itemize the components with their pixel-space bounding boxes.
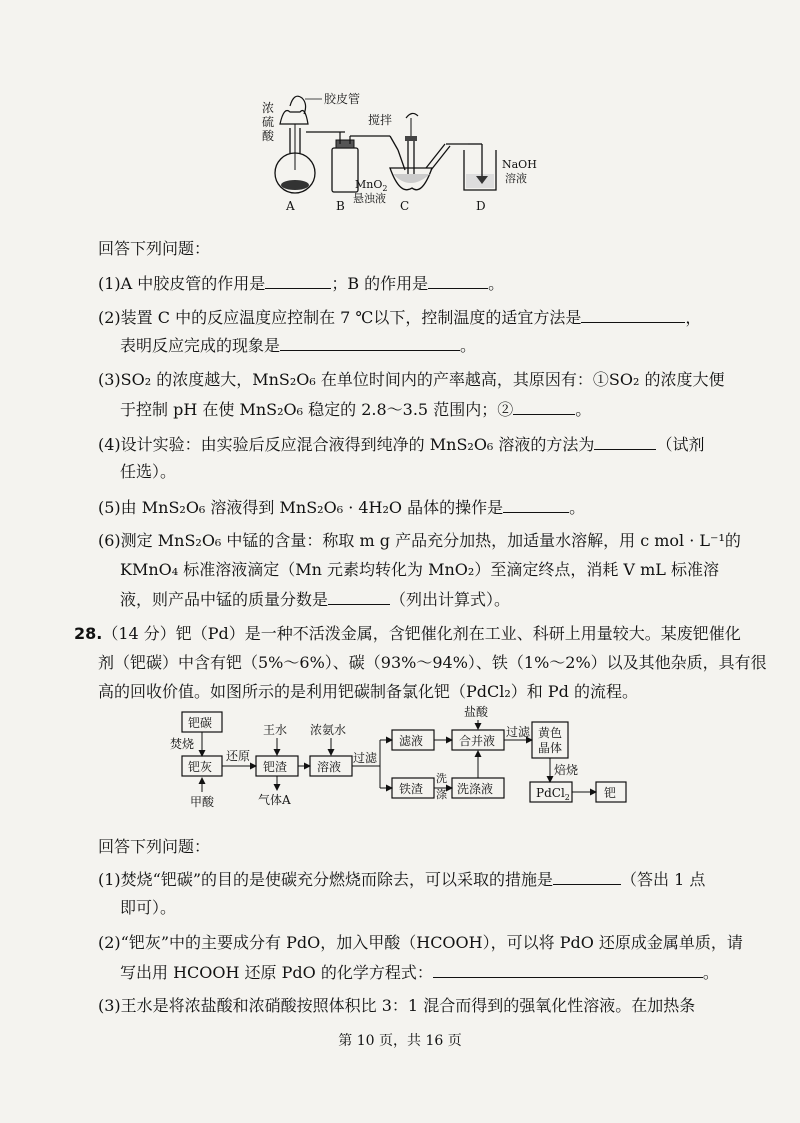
q28-text-3: 高的回收价值。如图所示的是利用钯碳制备氯化钯（PdCl₂）和 Pd 的流程。 [98,682,638,701]
flow-hcl: 盐酸 [464,705,489,719]
label-naoh: NaOH [502,158,537,171]
flow-pd-carbon: 钯碳 [188,716,213,730]
flow-filtrate: 滤液 [399,734,424,748]
q28-text-2: 剂（钯碳）中含有钯（5%～6%）、碳（93%～94%）、铁（1%～2%）以及其他杂质，具有很 [98,653,767,672]
flow-yellow: 黄色 [538,726,563,740]
answer-blank[interactable] [328,588,390,605]
answer-blank[interactable] [553,868,621,885]
answer-blank[interactable] [513,398,575,415]
label-rubber-tube: 胶皮管 [324,92,361,106]
page-footer: 第 10 页，共 16 页 [338,1033,462,1049]
q28-part-2: (2)“钯灰”中的主要成分有 PdO，加入甲酸（HCOOH），可以将 PdO 还原成金属单质，请 [98,933,743,952]
flow-diagram [160,700,640,820]
label-d: D [476,199,486,213]
answer-blank[interactable] [433,961,703,978]
q27-part-6: (6)测定 MnS₂O₆ 中锰的含量：称取 m g 产品充分加热，加适量水溶解，用 c mol · L⁻¹的 [98,531,741,550]
flow-wash-liquid: 洗涤液 [457,782,494,796]
q27-part-5: (5)由 MnS₂O₆ 溶液得到 MnS₂O₆ · 4H₂O 晶体的操作是 。 [98,498,586,517]
question-number: 28. [74,624,103,643]
flow-reduce: 还原 [226,749,251,763]
answer-blank[interactable] [594,433,656,450]
label-a: A [286,199,295,213]
label-acid-2: 硫 [262,115,275,129]
answer-blank[interactable] [581,306,685,323]
flow-filter-2: 过滤 [506,725,531,739]
label-suspension: 悬浊液 [353,192,386,205]
q27-part-4: (4)设计实验：由实验后反应混合液得到纯净的 MnS₂O₆ 溶液的方法为 （试剂 [98,435,705,454]
answer-blank[interactable] [265,272,331,289]
q27-part-6-cont: KMnO₄ 标准溶液滴定（Mn 元素均转化为 MnO₂）至滴定终点，消耗 V mL 标准溶 [120,560,719,579]
flow-aqua-regia: 王水 [263,723,288,737]
q28-part-1-cont: 即可）。 [120,898,177,917]
q27-part-4-cont: 任选）。 [120,462,177,481]
beaker-d-icon [464,144,496,190]
label-stir: 搅拌 [368,113,393,127]
apparatus-diagram [250,88,570,218]
answer-blank[interactable] [428,272,488,289]
q27-part-2: (2)装置 C 中的反应温度应控制在 7 ℃以下，控制温度的适宜方法是 ， [98,308,702,327]
flow-roast: 焙烧 [554,763,579,777]
flow-wash-1: 洗 [436,772,447,785]
label-c: C [400,199,410,213]
q28-part-2-cont: 写出用 HCOOH 还原 PdO 的化学方程式： 。 [120,963,719,982]
flow-pd-residue: 钯渣 [263,760,288,774]
q27-part-2-cont: 表明反应完成的现象是 。 [120,336,477,355]
q27-part-3: (3)SO₂ 的浓度越大，MnS₂O₆ 在单位时间内的产率越高，其原因有：①SO₂ 的浓度大便 [98,370,725,389]
flow-filter-1: 过滤 [353,751,378,765]
flow-fe-residue: 铁渣 [399,782,424,796]
q28-header: 28.（14 分）钯（Pd）是一种不活泼金属，含钯催化剂在工业、科研上用量较大。某废钯催化 [74,624,741,643]
flow-pd: 钯 [604,786,617,800]
flow-burn: 焚烧 [170,737,195,751]
q28-intro: 回答下列问题： [98,837,211,856]
flow-formic-acid: 甲酸 [190,795,215,809]
flow-solution: 溶液 [317,760,342,774]
answer-blank[interactable] [280,334,460,351]
flask-a-icon [275,96,345,193]
flow-combined: 合并液 [459,734,496,748]
flow-ammonia: 浓氨水 [310,723,347,737]
label-naoh-solution: 溶液 [505,172,527,185]
label-b: B [336,199,345,213]
answer-blank[interactable] [503,496,569,513]
flow-pd-ash: 钯灰 [188,760,213,774]
flow-wash-2: 涤 [436,788,447,801]
flow-pdcl2: PdCl$_2$ [536,786,570,802]
q27-part-6-cont2: 液，则产品中锰的质量分数是 （列出计算式）。 [120,590,511,609]
flow-gas-a: 气体A [258,793,291,807]
flask-c-icon [390,113,468,189]
label-acid-3: 酸 [262,129,275,143]
flow-crystal: 晶体 [538,741,563,755]
q28-part-3: (3)王水是将浓盐酸和浓硝酸按照体积比 3：1 混合而得到的强氧化性溶液。在加热条 [98,996,696,1015]
q28-part-1: (1)焚烧“钯碳”的目的是使碳充分燃烧而除去，可以采取的措施是 （答出 1 点 [98,870,706,889]
q27-part-3-cont: 于控制 pH 在使 MnS₂O₆ 稳定的 2.8～3.5 范围内；② 。 [120,400,592,419]
q27-intro: 回答下列问题： [98,239,211,258]
q27-part-1: (1)A 中胶皮管的作用是 ；B 的作用是 。 [98,274,505,293]
label-mno2: MnO$_2$ [355,178,388,193]
label-acid-1: 浓 [262,101,275,115]
